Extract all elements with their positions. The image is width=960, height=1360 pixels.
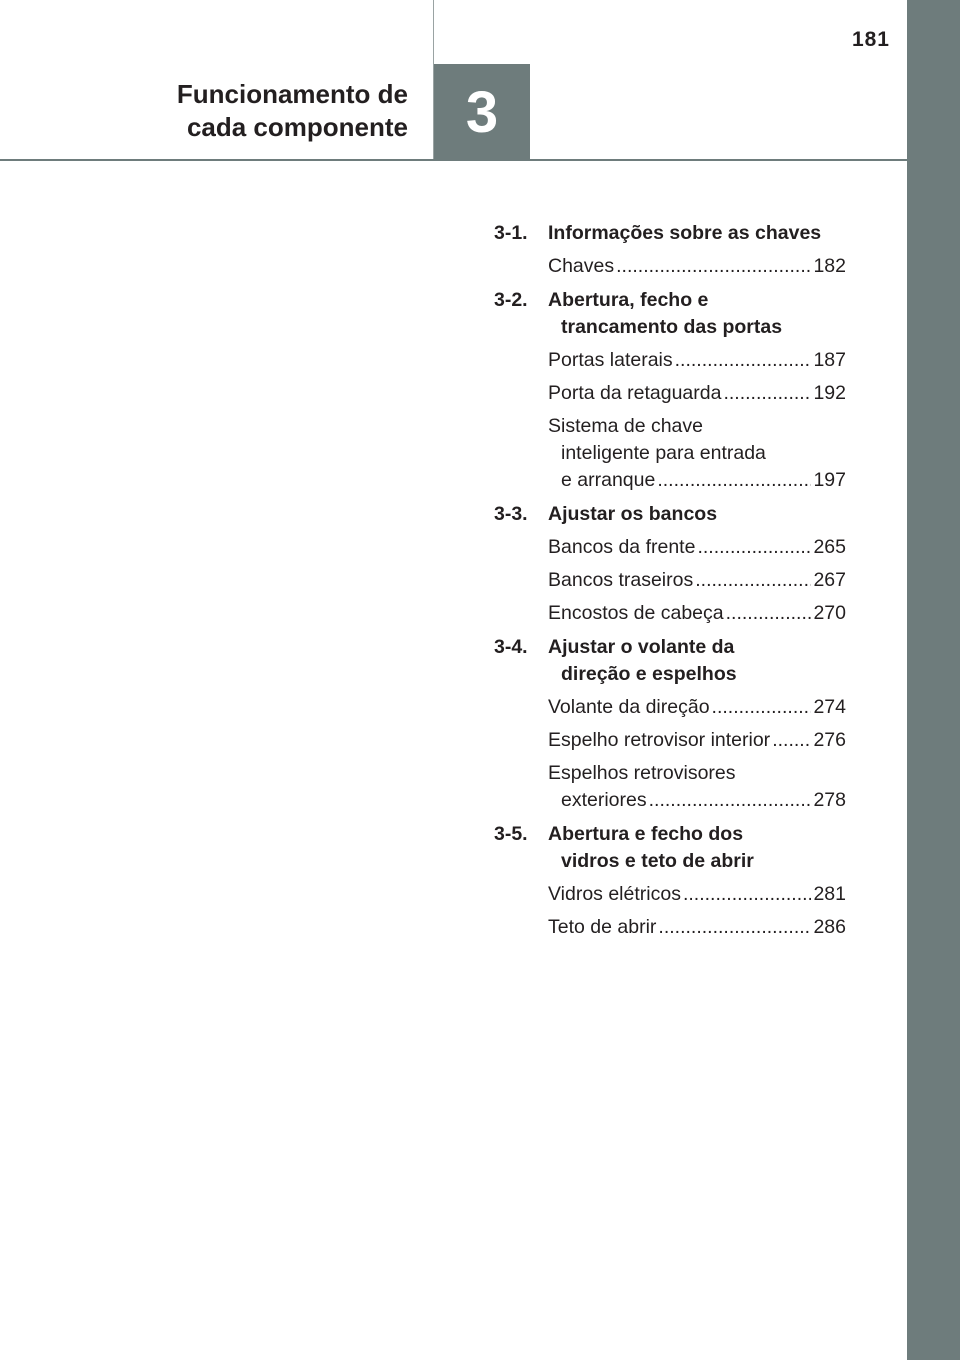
entry-page-number: 267 (813, 569, 846, 591)
entry-title-line: inteligente para entrada (561, 442, 766, 464)
toc-entry-link[interactable] (548, 253, 846, 280)
section-heading (494, 634, 846, 688)
entry-title-line: Porta da retaguarda (548, 382, 722, 404)
dot-leader (683, 881, 812, 908)
section-number: 3-3. (494, 503, 528, 525)
section-title-line: Abertura, fecho e (548, 289, 709, 311)
entry-page-number: 192 (813, 382, 846, 404)
entry-page-number: 182 (813, 255, 846, 277)
dot-leader (658, 914, 811, 941)
entry-leader-line (548, 727, 846, 754)
entry-leader-line (548, 694, 846, 721)
entry-leader-line (548, 467, 846, 494)
toc-entry-link[interactable] (548, 380, 846, 407)
section-heading (494, 501, 846, 528)
entry-page-number: 281 (813, 883, 846, 905)
entry-leader-line (548, 380, 846, 407)
dot-leader (649, 787, 812, 814)
entry-title-line: Sistema de chave (548, 415, 704, 437)
section-heading (494, 220, 846, 247)
entry-title-line: Teto de abrir (548, 916, 657, 938)
section-title-line: Abertura e fecho dos (548, 823, 744, 845)
toc-entry-link[interactable] (548, 914, 846, 941)
entry-page-number: 197 (813, 469, 846, 491)
section-title-line: direção e espelhos (561, 663, 737, 685)
dot-leader (772, 727, 811, 754)
section-title (548, 287, 846, 341)
entry-leader-line (548, 567, 846, 594)
dot-leader (723, 380, 811, 407)
entry-title-line: Espelho retrovisor interior (548, 729, 771, 751)
entry-leader-line (548, 787, 846, 814)
entry-leader-line (548, 347, 846, 374)
toc-section (494, 220, 846, 280)
entry-leader-line (548, 881, 846, 908)
toc-entry-link[interactable] (548, 881, 846, 908)
dot-leader (712, 694, 812, 721)
section-title-line: trancamento das portas (561, 316, 783, 338)
chapter-number: 3 (465, 79, 499, 145)
chapter-title-line-1: Funcionamento de (176, 79, 408, 109)
entry-page-number: 286 (813, 916, 846, 938)
toc-entry-link[interactable] (548, 694, 846, 721)
section-title (548, 821, 846, 875)
section-heading (494, 287, 846, 341)
section-title (548, 501, 846, 528)
toc-entry-link[interactable] (548, 413, 846, 494)
entry-page-number: 278 (813, 789, 846, 811)
chapter-title-line-2: cada componente (186, 112, 408, 142)
page-number: 181 (851, 28, 890, 51)
toc-section (494, 287, 846, 494)
entry-title-line: Vidros elétricos (548, 883, 681, 905)
entry-page-number: 270 (813, 602, 846, 624)
section-number: 3-4. (494, 636, 528, 658)
section-title-line: Ajustar os bancos (548, 503, 718, 525)
entry-title-line: Chaves (548, 255, 615, 277)
dot-leader (695, 567, 811, 594)
toc-entry-link[interactable] (548, 760, 846, 814)
entry-page-number: 187 (813, 349, 846, 371)
chapter-title (177, 78, 408, 144)
section-number: 3-5. (494, 823, 528, 845)
entry-title-line: e arranque (561, 469, 656, 491)
section-title-line: vidros e teto de abrir (561, 850, 754, 872)
chapter-side-tab (907, 0, 960, 1360)
entry-leader-line (548, 914, 846, 941)
entry-page-number: 265 (813, 536, 846, 558)
toc-entry-link[interactable] (548, 600, 846, 627)
dot-leader (697, 534, 811, 561)
entry-title-line: Bancos traseiros (548, 569, 694, 591)
chapter-number-box (434, 64, 530, 160)
toc-section (494, 501, 846, 627)
entry-title-line: Encostos de cabeça (548, 602, 724, 624)
entry-title-line: exteriores (561, 789, 647, 811)
dot-leader (726, 600, 812, 627)
section-title (548, 220, 846, 247)
section-number: 3-1. (494, 222, 528, 244)
toc-section (494, 821, 846, 941)
section-number: 3-2. (494, 289, 528, 311)
dot-leader (675, 347, 812, 374)
entry-title-line: Espelhos retrovisores (548, 762, 736, 784)
toc-entry-link[interactable] (548, 567, 846, 594)
section-title-line: Informações sobre as chaves (548, 222, 822, 244)
entry-leader-line (548, 253, 846, 280)
entry-leader-line (548, 534, 846, 561)
entry-title-line: Portas laterais (548, 349, 673, 371)
entry-title-line: Volante da direção (548, 696, 710, 718)
toc-entry-link[interactable] (548, 727, 846, 754)
toc-section (494, 634, 846, 814)
section-title-line: Ajustar o volante da (548, 636, 735, 658)
entry-title-line: Bancos da frente (548, 536, 696, 558)
section-title (548, 634, 846, 688)
toc-entry-link[interactable] (548, 534, 846, 561)
entry-leader-line (548, 600, 846, 627)
entry-page-number: 276 (813, 729, 846, 751)
dot-leader (616, 253, 811, 280)
section-heading (494, 821, 846, 875)
table-of-contents (494, 220, 846, 948)
toc-entry-link[interactable] (548, 347, 846, 374)
entry-page-number: 274 (813, 696, 846, 718)
dot-leader (657, 467, 811, 494)
